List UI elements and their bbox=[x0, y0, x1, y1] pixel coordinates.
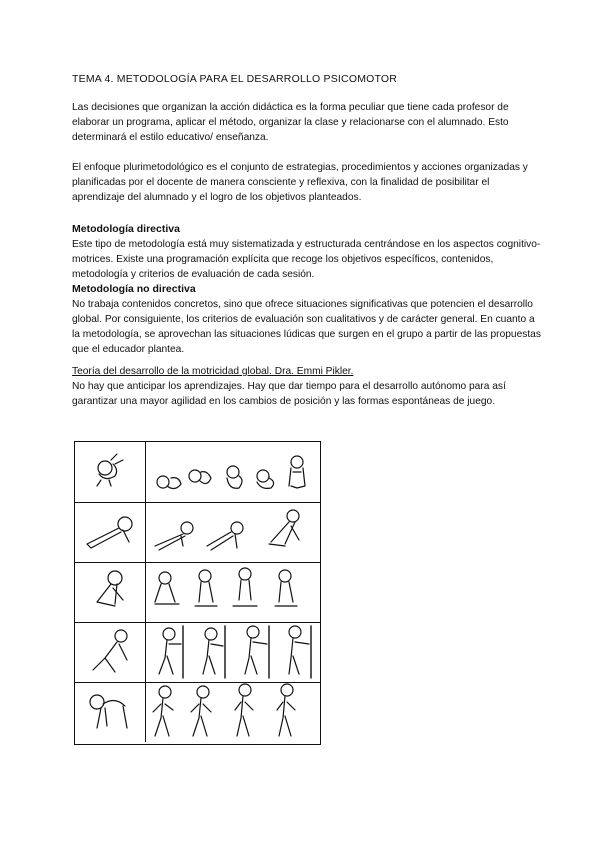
figure-cell bbox=[145, 442, 320, 502]
baby-walking-illustration bbox=[145, 682, 320, 742]
figure-row-supported-standing bbox=[75, 622, 320, 683]
figure-row-sitting bbox=[75, 562, 320, 623]
figure-cell bbox=[145, 502, 320, 562]
nondirective-body: No trabaja contenidos concretos, sino que ofrece situaciones significativas que potencien el desarrollo global. Por consiguiente, los criterios de evaluación son cualitativos y de carácter general. En cuanto a la metodología, se aprovechan las situaciones lúdicas que surgen en el grupo a partir de las propuestas que el educador plantea. bbox=[72, 299, 541, 355]
figure-cell bbox=[145, 622, 320, 682]
document-title: TEMA 4. METODOLOGÍA PARA EL DESARROLLO PSICOMOTOR bbox=[72, 73, 398, 85]
figure-row-walking bbox=[75, 682, 320, 742]
baby-sidelying-illustration bbox=[75, 562, 145, 622]
figure-row-rolling bbox=[75, 442, 320, 503]
baby-kneeling-illustration bbox=[75, 622, 145, 682]
baby-bear-crawl-illustration bbox=[75, 682, 145, 742]
baby-rolling-illustration bbox=[145, 442, 320, 502]
plurimethod-paragraph: El enfoque plurimetodológico es el conjunto de estrategias, procedimientos y acciones organizadas y planificadas por el docente de manera consciente y reflexiva, con la finalidad de posibilitar el aprendizaje del alumnado y el logro de los objetivos planteados. bbox=[72, 162, 528, 203]
directive-body: Este tipo de metodología está muy sistematizada y estructurada centrándose en los aspectos cognitivo-motrices. Existe una programación explícita que recoge los objetivos específicos, contenidos, metodología y criterios de evaluación de cada sesión. bbox=[72, 239, 541, 280]
baby-supine-illustration bbox=[75, 442, 145, 502]
pikler-heading: Teoría del desarrollo de la motricidad global. Dra. Emmi Pikler. bbox=[72, 366, 354, 377]
baby-prone-illustration bbox=[75, 502, 145, 562]
figure-cell bbox=[75, 442, 146, 502]
pikler-body: No hay que anticipar los aprendizajes. Hay que dar tiempo para el desarrollo autónomo para así garantizar una mayor agilidad en los cambios de posición y las formas espontáneas de juego. bbox=[72, 381, 506, 407]
motor-development-figure bbox=[74, 441, 321, 745]
directive-heading: Metodología directiva bbox=[72, 223, 180, 235]
baby-sitting-illustration bbox=[145, 562, 320, 622]
intro-paragraph: Las decisiones que organizan la acción didáctica es la forma peculiar que tiene cada profesor de elaborar un programa, aplicar el método, organizar la clase y relacionarse con el alumnado. Esto determinará el estilo educativo/ enseñanza. bbox=[72, 102, 509, 143]
nondirective-heading: Metodología no directiva bbox=[72, 283, 196, 295]
figure-cell bbox=[75, 622, 146, 682]
baby-crawling-illustration bbox=[145, 502, 320, 562]
figure-cell bbox=[75, 562, 146, 622]
figure-cell bbox=[75, 502, 146, 562]
figure-cell bbox=[145, 682, 320, 742]
baby-supported-standing-illustration bbox=[145, 622, 320, 682]
figure-cell bbox=[145, 562, 320, 622]
methodology-sections bbox=[72, 222, 542, 357]
figure-row-crawling bbox=[75, 502, 320, 563]
pikler-section bbox=[72, 364, 542, 409]
figure-cell bbox=[75, 682, 146, 742]
